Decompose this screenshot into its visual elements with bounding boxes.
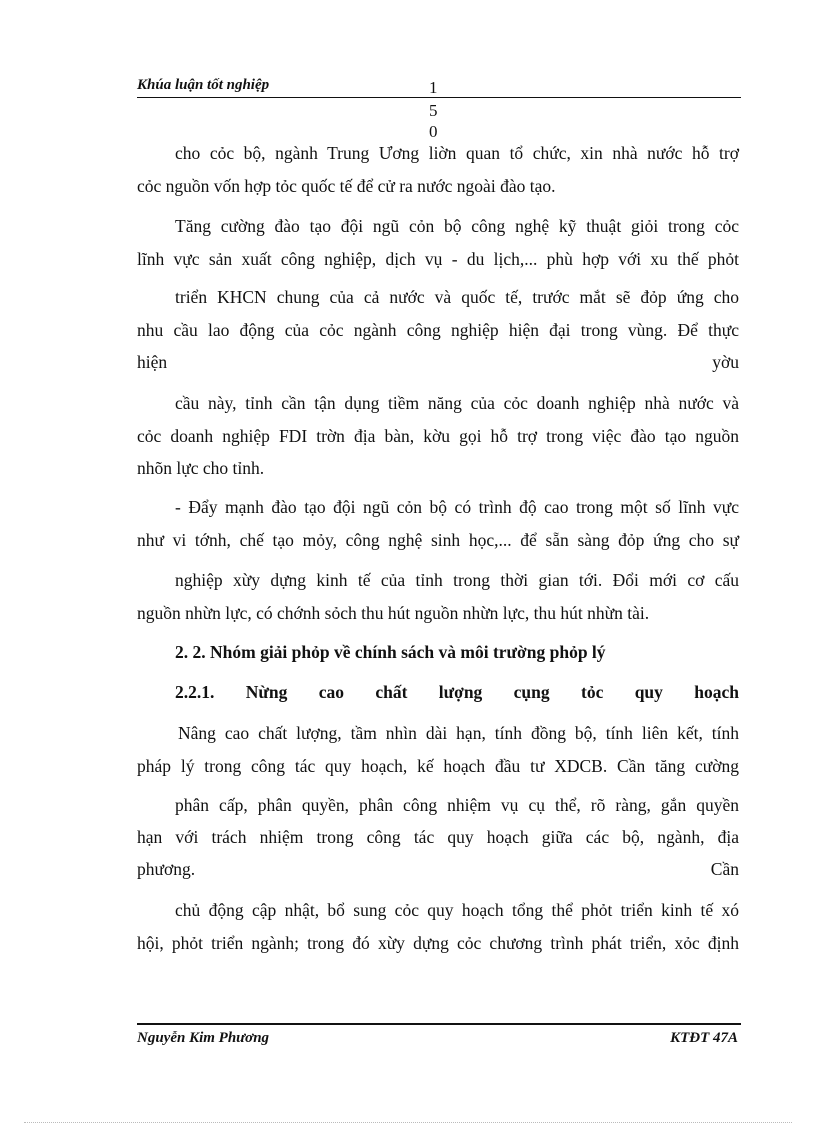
- body-line: chủ động cập nhật, bổ sung cỏc quy hoạch tổng thể phỏt triển kinh tế xó: [175, 900, 739, 920]
- body-line: yờu: [712, 352, 739, 372]
- body-line: nghiệp xừy dựng kinh tế của tỉnh trong thời gian tới. Đổi mới cơ cấu: [175, 570, 739, 590]
- body-line: nhõn lực cho tỉnh.: [137, 458, 265, 478]
- body-line: nhu cầu lao động của cỏc ngành công nghiệp hiện đại trong vùng. Để thực: [137, 320, 739, 340]
- footer-rule: [137, 1023, 741, 1025]
- header-rule: [137, 97, 741, 98]
- body-line: Nâng cao chất lượng, tầm nhìn dài hạn, tính đồng bộ, tính liên kết, tính: [178, 723, 739, 743]
- page-number-digit: 0: [429, 122, 438, 141]
- subsection-heading: 2.2.1. Nừng cao chất lượng cụng tỏc quy hoạch: [175, 682, 739, 702]
- body-line: Tăng cường đào tạo đội ngũ cỏn bộ công nghệ kỹ thuật giỏi trong cỏc: [175, 216, 739, 236]
- body-line: phương.: [137, 859, 196, 879]
- body-line: nguồn nhừn lực, có chớnh sỏch thu hút nguồn nhừn lực, thu hút nhừn tài.: [137, 603, 650, 623]
- page-number-digit: 1: [429, 78, 438, 97]
- body-line: hiện: [137, 352, 168, 372]
- body-line: hội, phỏt triển ngành; trong đó xừy dựng cỏc chương trình phát triển, xỏc định: [137, 933, 739, 953]
- body-line: cầu này, tỉnh cần tận dụng tiềm năng của cỏc doanh nghiệp nhà nước và: [175, 393, 739, 413]
- body-line: - Đẩy mạnh đào tạo đội ngũ cỏn bộ có trình độ cao trong một số lĩnh vực: [175, 497, 739, 517]
- page-number-digit: 5: [429, 101, 438, 120]
- body-line: như vi tớnh, chế tạo mỏy, công nghệ sinh học,... để sẵn sàng đỏp ứng cho sự: [137, 530, 739, 550]
- body-line: triển KHCN chung của cả nước và quốc tế, trước mắt sẽ đỏp ứng cho: [175, 287, 739, 307]
- header-title: Khúa luận tốt nghiệp: [137, 77, 270, 93]
- section-heading: 2. 2. Nhóm giải phỏp về chính sách và môi trường phỏp lý: [175, 642, 606, 662]
- body-line: cho cỏc bộ, ngành Trung Ương liờn quan tổ chức, xin nhà nước hỗ trợ: [175, 143, 739, 163]
- body-line: phân cấp, phân quyền, phân công nhiệm vụ cụ thể, rõ ràng, gắn quyền: [175, 795, 739, 815]
- body-line: hạn với trách nhiệm trong công tác quy hoạch giữa các bộ, ngành, địa: [137, 827, 739, 847]
- body-line: cỏc nguồn vốn hợp tỏc quốc tế để cử ra nước ngoài đào tạo.: [137, 176, 556, 196]
- body-line: Cần: [710, 859, 739, 879]
- footer-author: Nguyễn Kim Phương: [137, 1030, 270, 1046]
- body-line: cỏc doanh nghiệp FDI trờn địa bàn, kờu gọi hỗ trợ trong việc đào tạo nguồn: [137, 426, 739, 446]
- footer-class-code: KTĐT 47A: [670, 1030, 738, 1046]
- body-line: pháp lý trong công tác quy hoạch, kế hoạch đầu tư XDCB. Cần tăng cường: [137, 756, 739, 776]
- body-line: lĩnh vực sản xuất công nghiệp, dịch vụ - du lịch,... phù hợp với xu thế phỏt: [137, 249, 739, 269]
